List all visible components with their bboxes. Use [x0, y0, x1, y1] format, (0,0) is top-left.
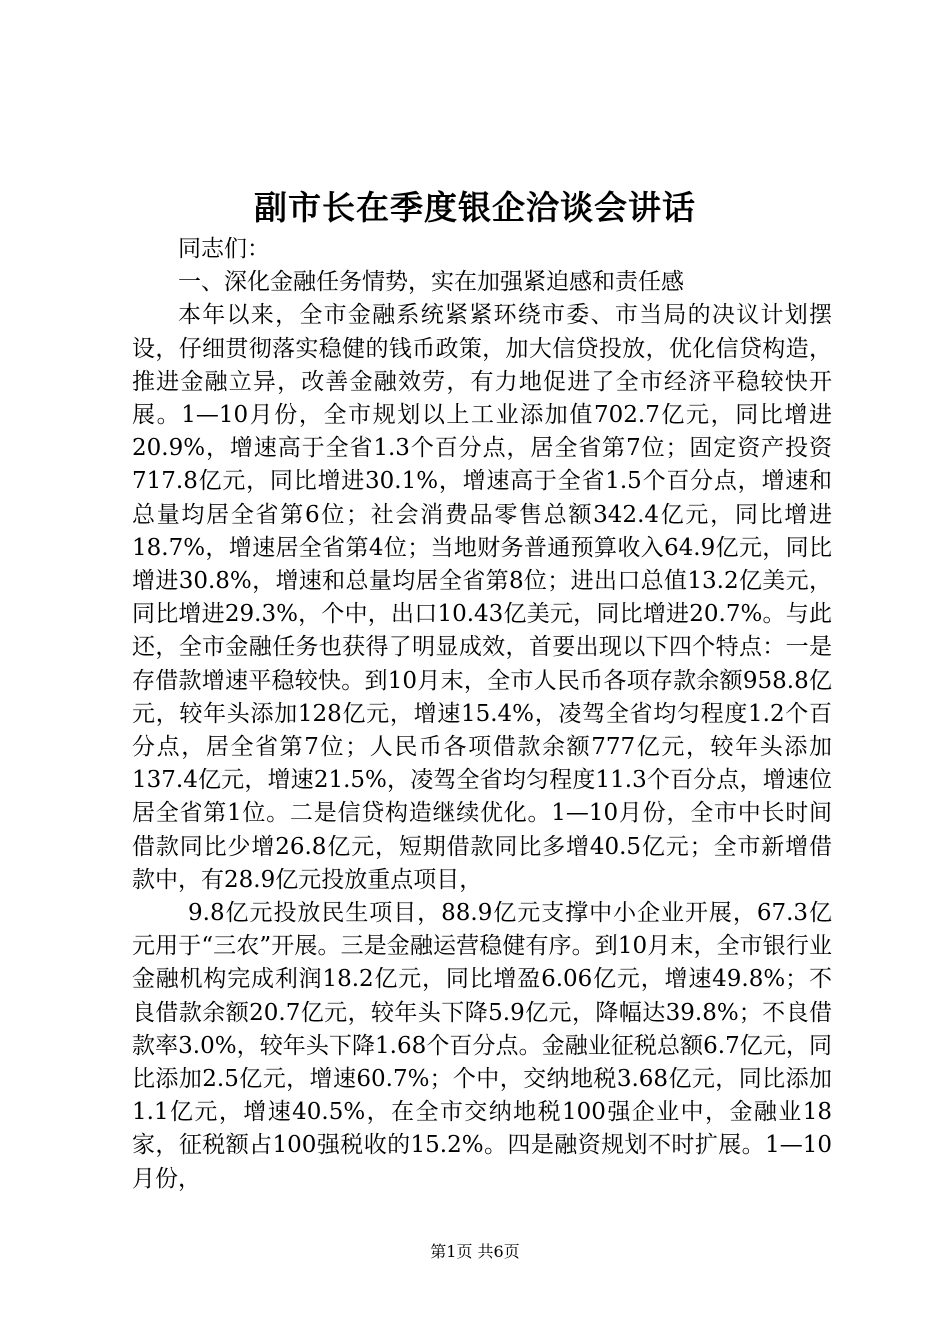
body-paragraph: 9.8亿元投放民生项目，88.9亿元支撑中小企业开展，67.3亿元用于“三农”开展。三是金融运营稳健有序。到10月末，全市银行业金融机构完成利润18.2亿元，同比增盈6.06亿元，增速49.8%；不良借款余额20.7亿元，较年头下降5.9亿元，降幅达39.8%；不良借款率3.0%，较年头下降1.68个百分点。金融业征税总额6.7亿元，同比添加2.5亿元，增速60.7%；个中，交纳地税3.68亿元，同比添加1.1亿元，增速40.5%，在全市交纳地税100强企业中，金融业18家，征税额占100强税收的15.2%。四是融资规划不时扩展。1—10月份， — [132, 900, 832, 1192]
section-heading: 一、深化金融任务情势，实在加强紧迫感和责任感 — [178, 269, 684, 296]
page-footer: 第1页 共6页 — [430, 1242, 520, 1261]
body-paragraph: 本年以来，全市金融系统紧紧环绕市委、市当局的决议计划摆设，仔细贯彻落实稳健的钱币政策，加大信贷投放，优化信贷构造，推进金融立异，改善金融效劳，有力地促进了全市经济平稳较快开展。1—10月份，全市规划以上工业添加值702.7亿元，同比增进20.9%，增速高于全省1.3个百分点，居全省第7位；固定资产投资717.8亿元，同比增进30.1%，增速高于全省1.5个百分点，增速和总量均居全省第6位；社会消费品零售总额342.4亿元，同比增进18.7%，增速居全省第4位；当地财务普通预算收入64.9亿元，同比增进30.8%，增速和总量均居全省第8位；进出口总值13.2亿美元，同比增进29.3%，个中，出口10.43亿美元，同比增进20.7%。与此还，全市金融任务也获得了明显成效，首要出现以下四个特点：一是存借款增速平稳较快。到10月末，全市人民币各项存款余额958.8亿元，较年头添加128亿元，增速15.4%，凌驾全省均匀程度1.2个百分点，居全省第7位；人民币各项借款余额777亿元，较年头添加137.4亿元，增速21.5%，凌驾全省均匀程度11.3个百分点，增速位居全省第1位。二是信贷构造继续优化。1—10月份，全市中长时间借款同比少增26.8亿元，短期借款同比多增40.5亿元；全市新增借款中，有28.9亿元投放重点项目， — [132, 302, 832, 893]
document-title: 副市长在季度银企洽谈会讲话 — [254, 188, 696, 227]
salutation: 同志们： — [178, 236, 270, 262]
document-body — [132, 233, 832, 1196]
